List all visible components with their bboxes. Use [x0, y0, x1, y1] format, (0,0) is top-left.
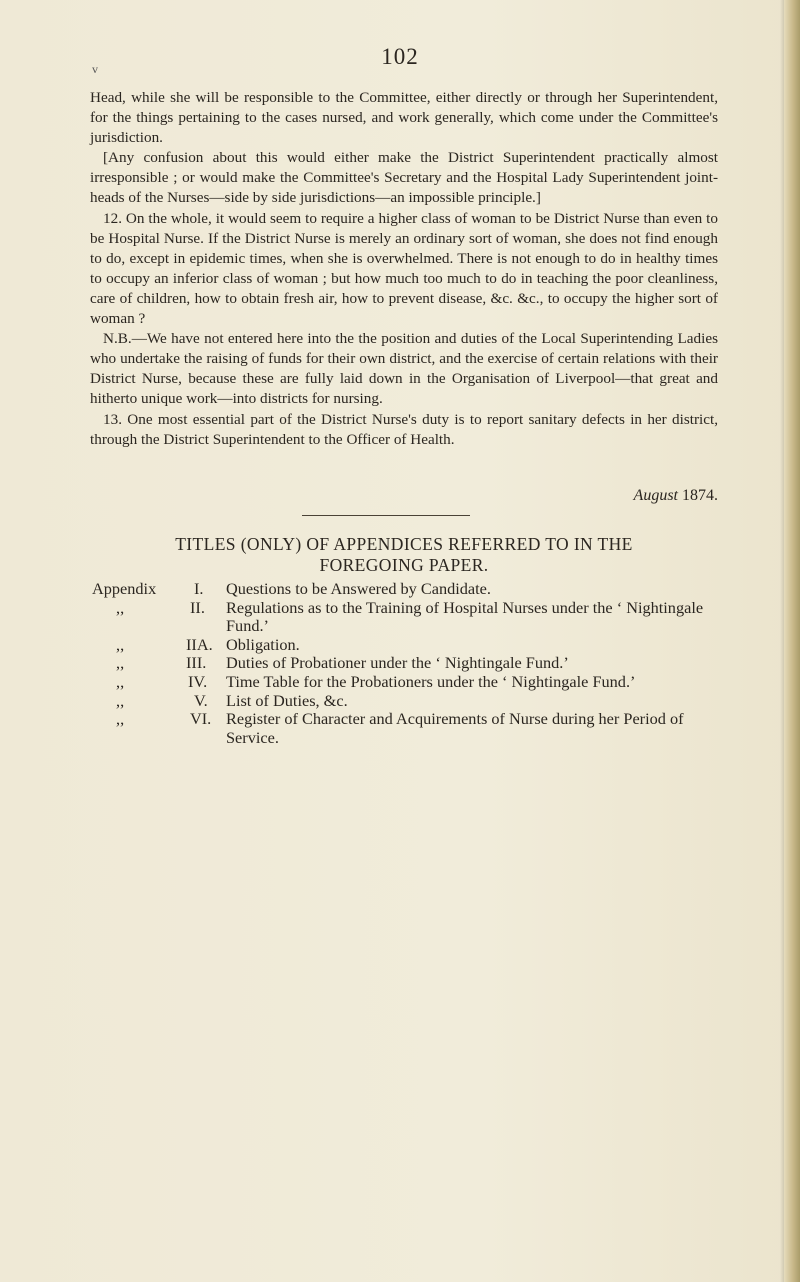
paragraph-nb: N.B.—We have not entered here into the the position and duties of the Local Superintending Ladies who undertake the raising of funds for their own district, and the exercise of certain relations with their District Nurse, because these are fully laid down in the Organisation of Liverpool—that great and hitherto unique work—into districts for nursing.: [90, 330, 718, 408]
appendix-item: [92, 673, 732, 692]
appendix-title: Time Table for the Probationers under the ‘ Nightingale Fund.’: [226, 671, 636, 691]
appendix-prefix: ,,: [116, 653, 125, 673]
book-edge: [784, 0, 800, 1282]
appendix-number: II.: [190, 597, 205, 617]
appendix-item: [92, 636, 732, 655]
appendix-list: [92, 580, 732, 747]
appendix-title: List of Duties, &c.: [226, 690, 348, 710]
appendices-heading-line-2: FOREGOING PAPER.: [319, 555, 489, 575]
appendix-number: III.: [186, 653, 207, 673]
date-line: [528, 487, 718, 505]
appendix-prefix: Appendix: [92, 579, 157, 598]
appendix-prefix: ,,: [116, 671, 125, 691]
appendix-title: Duties of Probationer under the ‘ Nightingale Fund.’: [226, 653, 569, 673]
appendix-prefix: ,,: [116, 597, 125, 617]
appendix-prefix: ,,: [116, 634, 125, 654]
section-divider: [302, 515, 470, 516]
paragraph-12: 12. On the whole, it would seem to require a higher class of woman to be District Nurse than even to be Hospital Nurse. If the District Nurse is merely an ordinary sort of woman, she does not find enough to do, except in epidemic times, when she is overwhelmed. There is not enough to do in healthy times to occupy an inferior class of woman ; but how much too much to do in teaching the poor cleanliness, care of children, how to obtain fresh air, how to prevent disease, &c. &c., to occupy the higher sort of woman ?: [90, 209, 718, 328]
appendices-heading: [90, 534, 718, 576]
appendix-number: IV.: [188, 671, 208, 691]
appendix-item: [92, 710, 732, 747]
paragraph-bracket-note: [Any confusion about this would either make the District Superintendent practically almost irresponsible ; or would make the Committee's Secretary and the Hospital Lady Superintendent joint-heads of the Nurses—side by side jurisdictions—an impossible principle.]: [90, 149, 718, 207]
paragraph-head: Head, while she will be responsible to the Committee, either directly or through her Superintendent, for the things pertaining to the cases nursed, and work generally, which come under the Committee's jurisdiction.: [90, 89, 718, 147]
appendix-title: Questions to be Answered by Candidate.: [226, 579, 491, 598]
appendix-number: VI.: [190, 709, 212, 729]
appendix-number: V.: [194, 690, 208, 710]
date-year: 1874.: [682, 487, 718, 504]
appendix-title: Register of Character and Acquirements of Nurse during her Period of Service.: [226, 709, 684, 747]
date-month: August: [633, 487, 678, 504]
appendix-title: Obligation.: [226, 634, 300, 654]
appendix-item: [92, 692, 732, 711]
appendix-number: IIA.: [186, 634, 213, 654]
appendix-item: [92, 599, 732, 636]
page-number: 102: [381, 44, 419, 69]
appendix-prefix: ,,: [116, 690, 125, 710]
paragraph-13: 13. One most essential part of the District Nurse's duty is to report sanitary defects in her district, through the District Superintendent to the Officer of Health.: [90, 410, 718, 448]
appendix-item: [92, 580, 732, 599]
appendices-heading-line-1: TITLES (ONLY) OF APPENDICES REFERRED TO IN THE: [175, 534, 633, 554]
printer-mark: v: [92, 62, 98, 76]
appendix-item: [92, 654, 732, 673]
appendix-number: I.: [194, 579, 204, 598]
appendix-prefix: ,,: [116, 709, 125, 729]
appendix-title: Regulations as to the Training of Hospital Nurses under the ‘ Nightingale Fund.’: [226, 597, 704, 636]
body-text: [90, 88, 718, 450]
